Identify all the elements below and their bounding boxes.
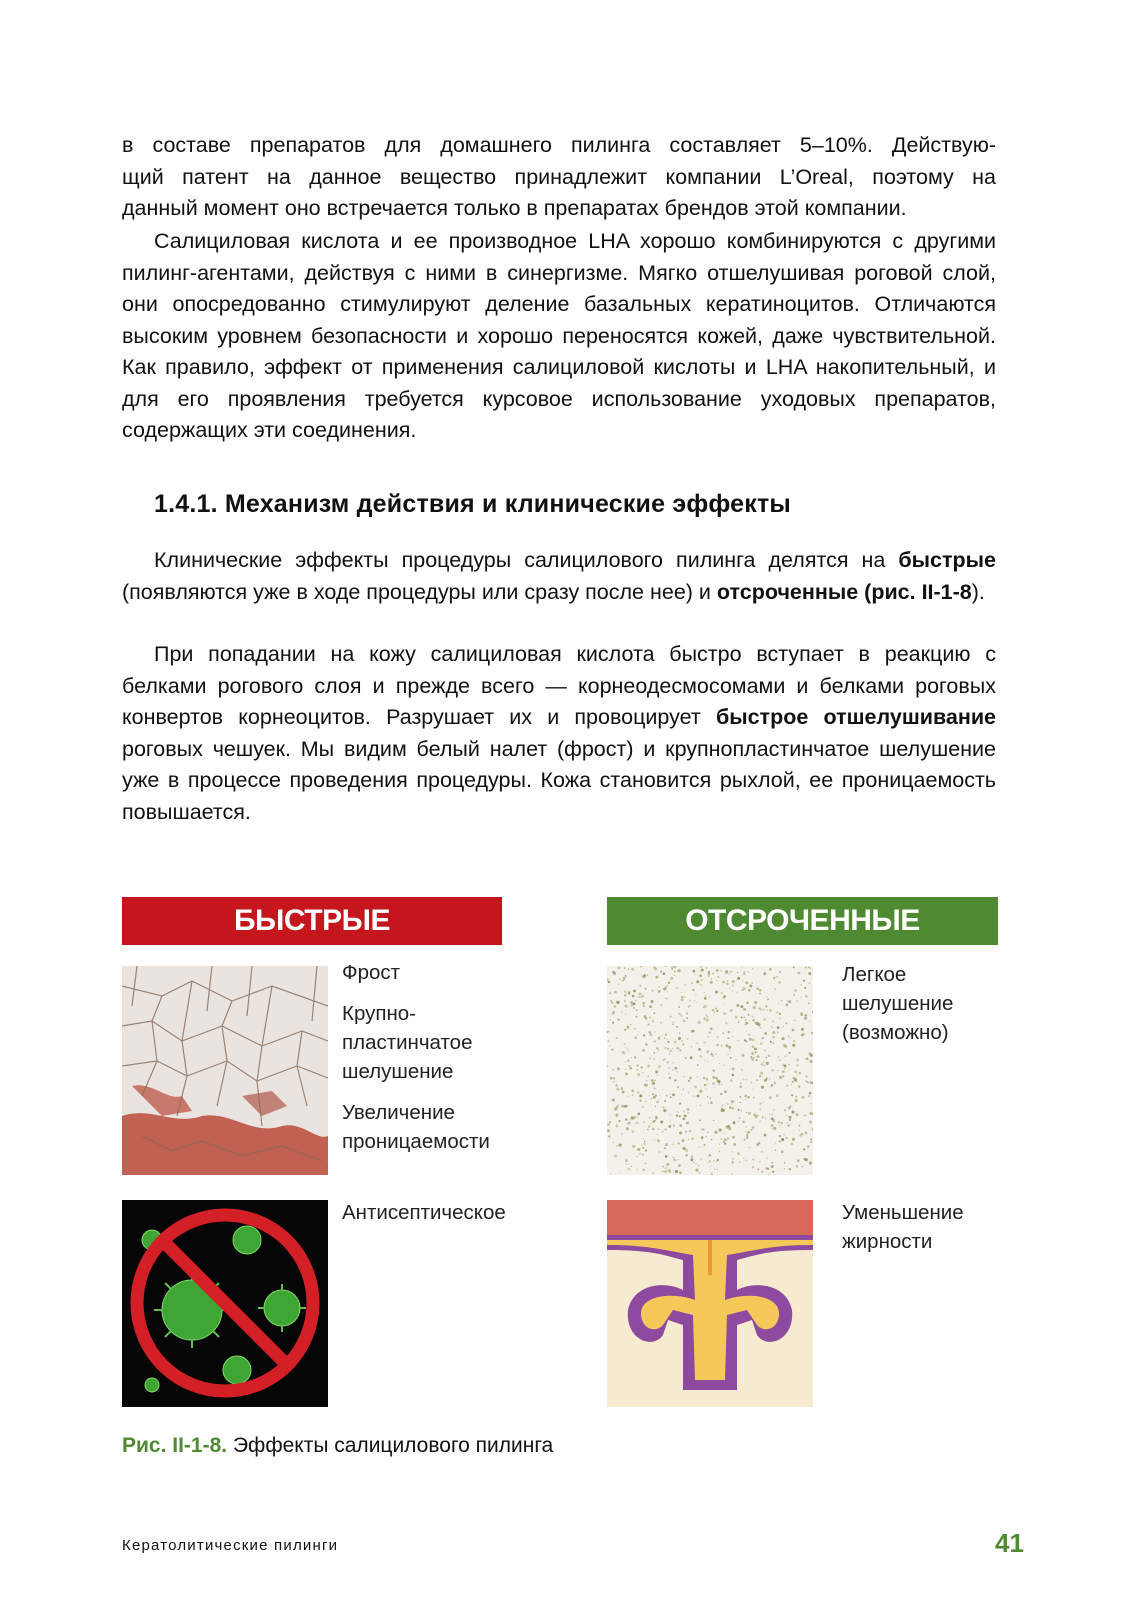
figure-caption bbox=[122, 1434, 553, 1458]
fast-effects-list-2 bbox=[342, 1198, 542, 1239]
footer-section-title: Кератолитические пилинги bbox=[122, 1537, 339, 1554]
effect-frost: Фрост bbox=[342, 961, 401, 984]
delayed-effects-banner: ОТСРОЧЕННЫЕ bbox=[607, 897, 998, 945]
p3-bold-fast: быстрые bbox=[898, 548, 996, 572]
paragraph-1-line-1: в составе препаратов для домашнего пилинга составляет 5–10%. Действую- bbox=[122, 133, 996, 157]
paragraph-1-line-2: щий патент на данное вещество принадлежит компании L’Oreal, поэтому на bbox=[122, 164, 996, 189]
p4-bold-exfoliation: быстрое отшелушивание bbox=[715, 705, 997, 729]
p3-text-2: (появляются уже в ходе процедуры или сразу после нее) и bbox=[122, 579, 717, 604]
p3-text-1: Клинические эффекты процедуры салицилового пилинга делятся на bbox=[154, 548, 899, 572]
fast-effects-list-1 bbox=[342, 958, 542, 1168]
paragraph-2 bbox=[122, 226, 996, 447]
page-number: 41 bbox=[995, 1528, 1024, 1558]
delayed-effects-list-1 bbox=[842, 960, 1002, 1059]
frost-image bbox=[122, 966, 328, 1175]
p3-bold-delayed: отсроченные bbox=[716, 579, 859, 604]
p3-text-4: ). bbox=[971, 579, 985, 604]
fast-effects-banner: БЫСТРЫЕ bbox=[122, 897, 502, 945]
effect-antiseptic: Антисептическое bbox=[342, 1201, 506, 1224]
paragraph-4-text bbox=[122, 639, 996, 828]
figure-caption-text: Эффекты салицилового пилинга bbox=[227, 1434, 554, 1457]
effect-large-plate-peeling: Крупно- пластинчатое шелушение bbox=[342, 1002, 473, 1083]
effect-reduced-oiliness: Уменьшение жирности bbox=[842, 1201, 964, 1253]
figure-caption-label: Рис. II-1-8. bbox=[122, 1434, 228, 1457]
p3-figure-ref: (рис. II-1-8 bbox=[864, 579, 972, 604]
paragraph-1-line-3: данный момент оно встречается только в препаратах брендов этой компании. bbox=[122, 196, 907, 220]
paragraph-2-text: Салициловая кислота и ее производное LHA хорошо комбинируются с другими пилинг-агентами, действуя с ними в синергизме. Мягко отшелушивая роговой слой, они опосредованно стимулируют деление базальных кератиноцитов. Отличаются высоким уровнем безопасности и хорошо переносятся кожей, даже чувствительной. Как правило, эффект от применения салициловой кислоты и LHA накопительный, и для его проявления требуется курсовое использование уходовых препаратов, содержащих эти соединения. bbox=[122, 229, 996, 442]
delayed-effects-list-2 bbox=[842, 1198, 1002, 1268]
sebaceous-gland-image bbox=[607, 1200, 813, 1407]
effect-light-peeling: Легкое шелушение (возможно) bbox=[842, 963, 954, 1044]
antiseptic-image bbox=[122, 1200, 328, 1407]
p4-text-2: роговых чешуек. Мы видим белый налет (фрост) и крупнопластинчатое шелушение уже в процессе проведения процедуры. Кожа становится рыхлой, ее проницаемость повышается. bbox=[122, 736, 996, 824]
light-peeling-image bbox=[607, 966, 813, 1175]
section-heading: 1.4.1. Механизм действия и клинические эффекты bbox=[154, 490, 791, 518]
effect-increased-permeability: Увеличение проницаемости bbox=[342, 1101, 490, 1153]
p4-text-1: При попадании на кожу салициловая кислота быстро вступает в реакцию с белками рогового слоя и прежде всего — корнеодесмосомами и белками роговых конвертов корнеоцитов. Разрушает их и провоцирует bbox=[122, 642, 996, 729]
paragraph-3 bbox=[122, 545, 996, 608]
paragraph-4 bbox=[122, 639, 996, 828]
paragraph-3-text bbox=[122, 545, 996, 608]
paragraph-1 bbox=[122, 130, 996, 225]
